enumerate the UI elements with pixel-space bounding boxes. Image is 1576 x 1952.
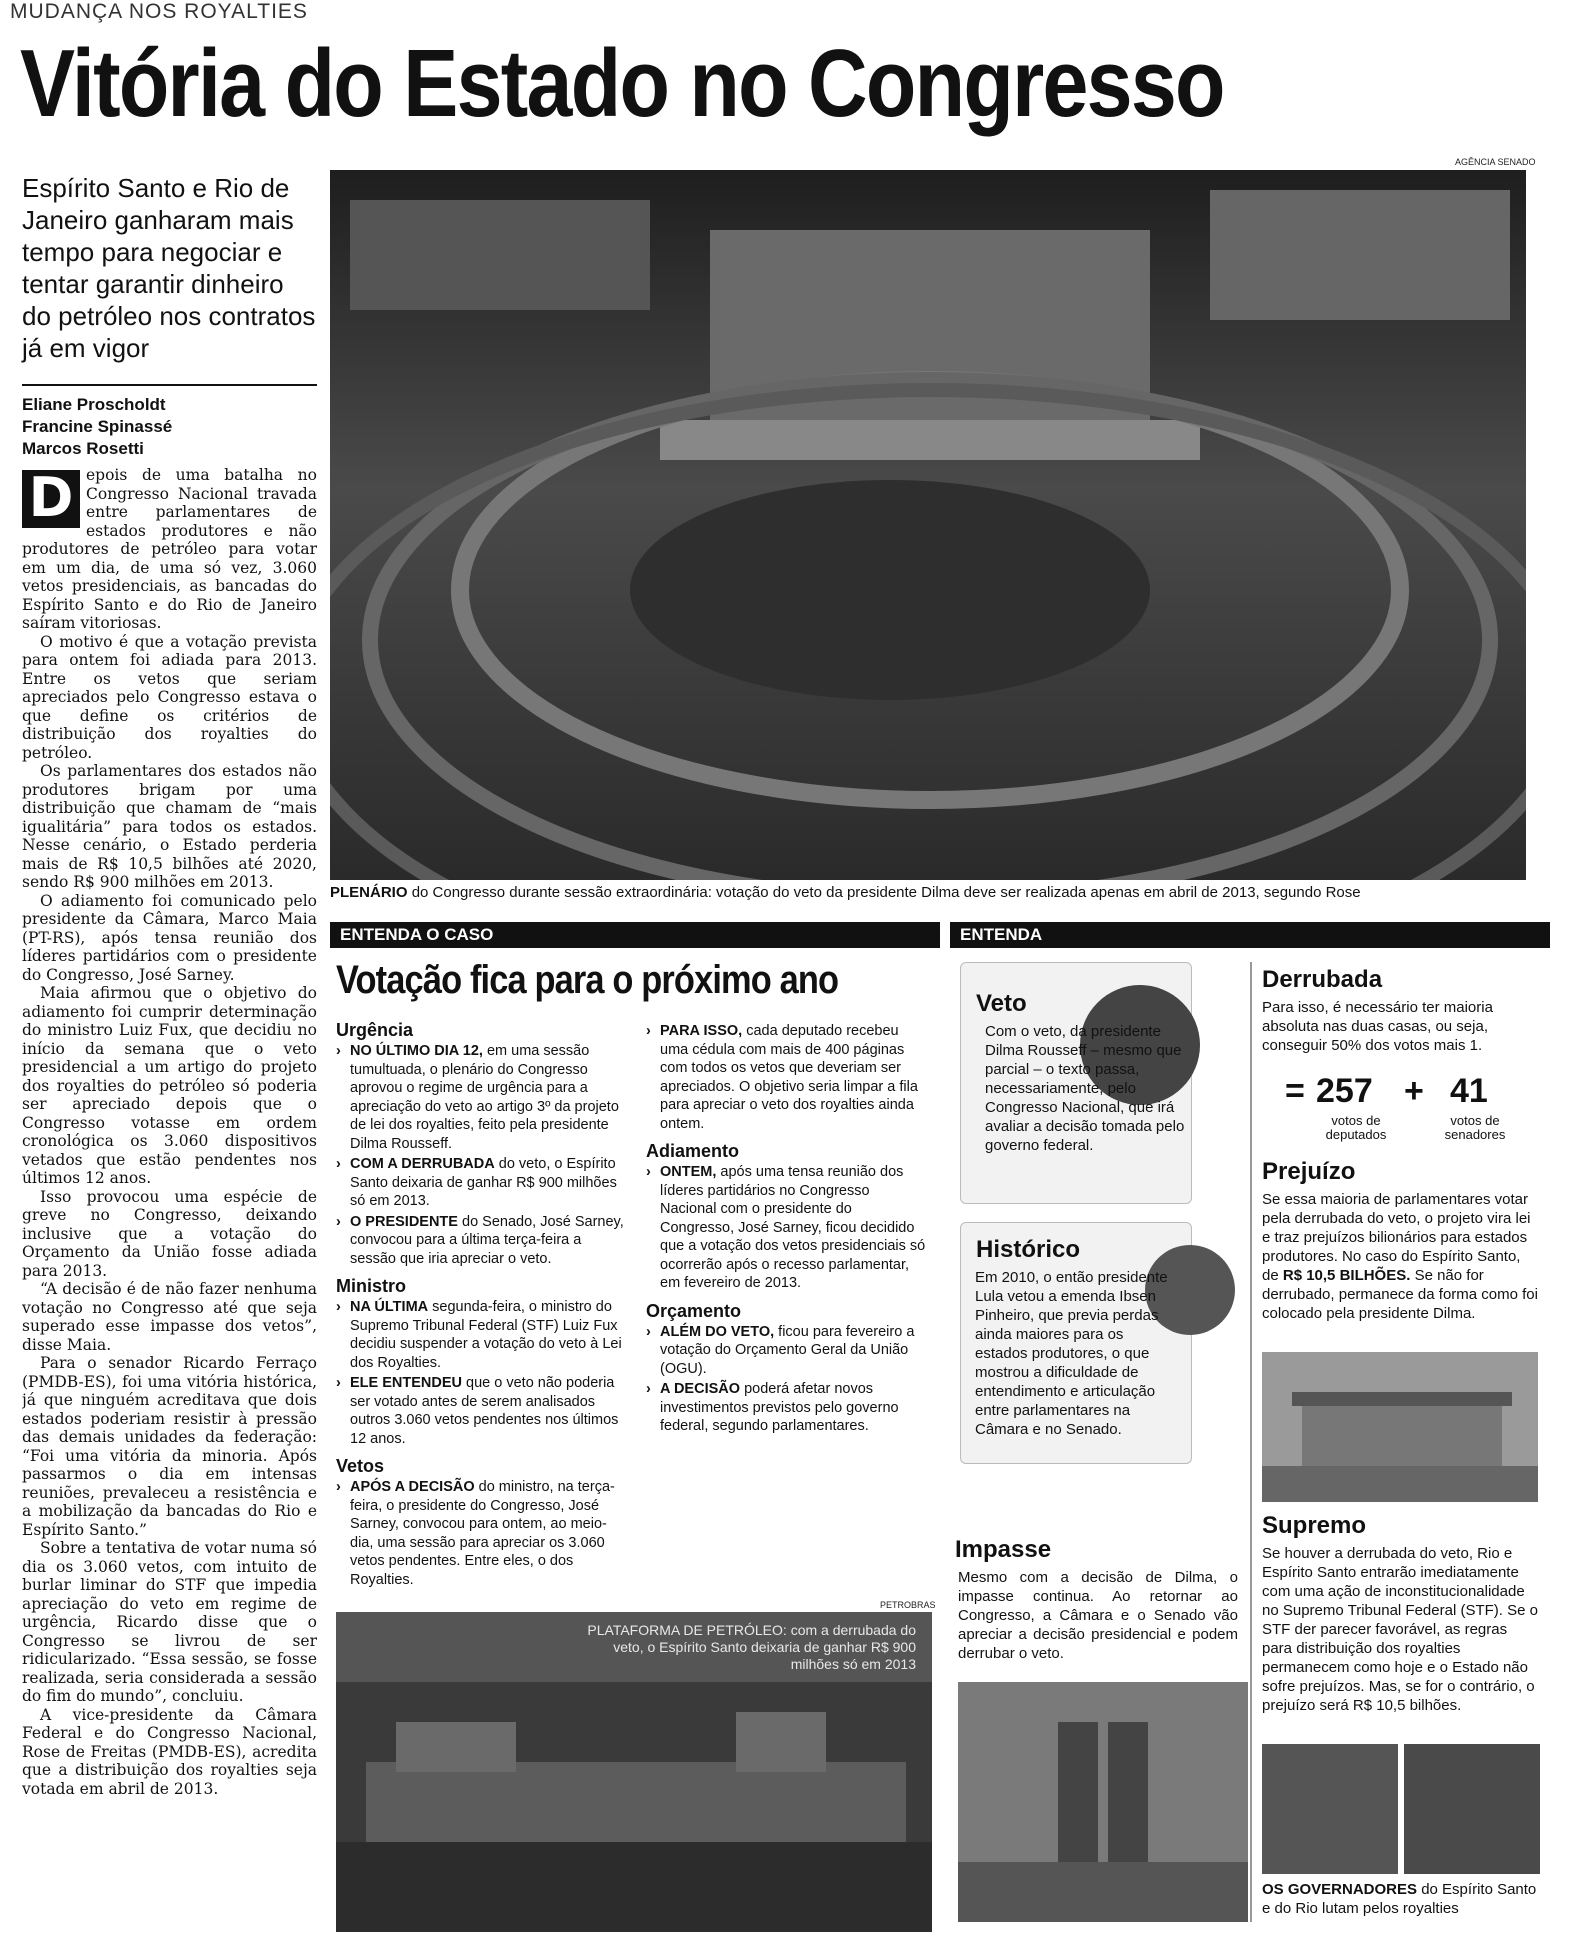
congress-building-image	[958, 1682, 1248, 1922]
list-item: › APÓS A DECISÃO do ministro, na terça-feira, o presidente do Congresso, José Sarney, convocou para ontem, ao meio-dia, uma sessão para apreciar os 3.060 vetos pendentes. Entre eles, o dos Royalties.	[336, 1478, 626, 1589]
prejuizo-amount: R$ 10,5 BILHÕES.	[1282, 1267, 1411, 1284]
story-paragraph: Para o senador Ricardo Ferraço (PMDB-ES), foi uma vitória histórica, já que ninguém acreditava que dois estados poderiam resistir à pressão das demais unidades da federação: “Foi uma vitória da minoria. Após passarmos o dia em intensas reuniões, prevaleceu a resistência e a mobilização da bancadas do Rio e Espírito Santo.”	[22, 1354, 317, 1539]
entenda-label: ENTENDA	[950, 922, 1550, 948]
prejuizo-text: Se essa maioria de parlamentares votar pela derrubada do veto, o projeto vira lei e traz prejuízos bilionários para estados produtores. No caso do Espírito Santo, de R$ 10,5 BILHÕES. Se não for derrubado, permanece da forma como foi colocado pela presidente Dilma.	[1262, 1191, 1538, 1322]
governors-caption: OS GOVERNADORES do Espírito Santo e do Rio lutam pelos royalties	[1262, 1881, 1537, 1917]
author-name: Eliane Proscholdt	[22, 395, 166, 414]
kicker: MUDANÇA NOS ROYALTIES	[10, 0, 308, 23]
governor-portrait	[1404, 1744, 1540, 1874]
plenary-photo	[330, 170, 1526, 880]
story-paragraph: “A decisão é de não fazer nenhuma votação no Congresso até que seja superado esse impasse dos vetos”, disse Maia.	[22, 1280, 317, 1354]
drop-cap: D	[22, 470, 80, 528]
list-item: › A DECISÃO poderá afetar novos investimentos previstos pelo governo federal, segundo parlamentares.	[646, 1380, 928, 1436]
story-paragraph: Os parlamentares dos estados não produtores brigam por uma distribuição que chamam de “mais igualitária” para todos os estados. Nesse cenário, o Estado perderia mais de R$ 10,5 bilhões até 2020, sendo R$ 900 milhões em 2013.	[22, 762, 317, 891]
derrubada-text: Para isso, é necessário ter maioria absoluta nas duas casas, ou seja, conseguir 50% dos votos mais 1.	[1262, 999, 1493, 1054]
photo-credit: PETROBRAS	[880, 1600, 936, 1610]
author-name: Francine Spinassé	[22, 417, 173, 436]
story-paragraph: D epois de uma batalha no Congresso Nacional travada entre parlamentares de estados produtores e não produtores de petróleo para votar em um dia, de uma só vez, 3.060 vetos presidenciais, as bancadas do Espírito Santo e do Rio de Janeiro saíram vitoriosas.	[22, 466, 317, 632]
congress-building-photo	[958, 1682, 1248, 1922]
supremo-text: Se houver a derrubada do veto, Rio e Espírito Santo entrarão imediatamente com uma ação de inconstitucionalidade no Supremo Tribunal Federal (STF). Se o STF der parecer favorável, as regras para distribuição dos royalties permanecem como hoje e o Estado não sofre prejuízos. Mas, se for o contrário, o prejuízo será R$ 10,5 bilhões.	[1262, 1545, 1538, 1714]
photo-credit: AGÊNCIA SENADO	[1455, 157, 1536, 167]
author-name: Marcos Rosetti	[22, 439, 144, 458]
list-item: › COM A DERRUBADA do veto, o Espírito Santo deixaria de ganhar R$ 900 milhões só em 2013.	[336, 1155, 626, 1211]
urgencia-heading: Urgência	[336, 1020, 414, 1040]
equals-sign: =	[1285, 1072, 1305, 1110]
orcamento-heading: Orçamento	[646, 1300, 742, 1321]
list-item: › ONTEM, após uma tensa reunião dos líderes partidários no Congresso Nacional com o presidente do Congresso, José Sarney, ficou decidido que a votação dos vetos presidenciais só ocorrerão após o recesso parlamentar, em fevereiro de 2013.	[646, 1163, 928, 1293]
caso-title: Votação fica para o próximo ano	[336, 958, 839, 1002]
adiamento-heading: Adiamento	[646, 1141, 740, 1161]
list-item: › ELE ENTENDEU que o veto não poderia ser votado antes de serem analisados outros 3.060 vetos pendentes nos últimos 12 anos.	[336, 1374, 626, 1448]
governor-portrait	[1262, 1744, 1398, 1874]
story-paragraph: A vice-presidente da Câmara Federal e do Congresso Nacional, Rose de Freitas (PMDB-ES), acredita que a distribuição dos royalties seja votada em abril de 2013.	[22, 1705, 317, 1798]
column-divider	[1250, 962, 1252, 1922]
historico-title: Histórico	[976, 1236, 1081, 1263]
caso-column-left	[336, 1012, 626, 1591]
impasse-title: Impasse	[955, 1536, 1052, 1563]
veto-text: Com o veto, da presidente Dilma Rousseff – mesmo que parcial – o texto passa, necessariamente, pelo Congresso Nacional, que irá avaliar a decisão tomada pelo governo federal.	[985, 1023, 1185, 1154]
stf-building-photo	[1262, 1352, 1538, 1502]
deputados-number: 257	[1316, 1072, 1373, 1110]
deputados-label: votos de deputados	[1325, 1113, 1387, 1142]
bylines	[22, 394, 172, 460]
story-paragraph: O motivo é que a votação prevista para ontem foi adiada para 2013. Entre os vetos que seriam apreciados pelo Congresso estava o que define os critérios de distribuição dos royalties do petróleo.	[22, 632, 317, 762]
historico-text: Em 2010, o então presidente Lula vetou a emenda Ibsen Pinheiro, que previa perdas ainda maiores para os estados produtores, o que mostrou a dificuldade de entendimento e articulação entre parlamentares na Câmara e no Senado.	[975, 1269, 1168, 1438]
story-paragraph: O adiamento foi comunicado pelo presidente da Câmara, Marco Maia (PT-RS), após tensa reunião dos líderes partidários com o presidente do Congresso, José Sarney.	[22, 891, 317, 984]
entenda-o-caso-label: ENTENDA O CASO	[330, 922, 940, 948]
veto-title: Veto	[976, 990, 1027, 1017]
story-paragraph: Sobre a tentativa de votar numa só dia os 3.060 vetos, com intuito de burlar liminar do STF que impedia apreciação do veto em regime de urgência, Ricardo disse que o Congresso se livrou de ser ridicularizado. “Essa sessão, se fosse realizada, seria considerada a sessão do fim do mundo”, concluiu.	[22, 1539, 317, 1705]
list-item: › ALÉM DO VETO, ficou para fevereiro a votação do Orçamento Geral da União (OGU).	[646, 1323, 928, 1379]
list-item: › PARA ISSO, cada deputado recebeu uma cédula com mais de 400 páginas com todos os vetos que deveriam ser apreciados. O objetivo seria limpar a fila para apreciar o veto dos royalties ainda ontem.	[646, 1022, 928, 1133]
derrubada-title: Derrubada	[1262, 966, 1383, 993]
impasse-text: Mesmo com a decisão de Dilma, o impasse continua. Ao retornar ao Congresso, a Câmara e o Senado vão apreciar a decisão presidencial e podem derrubar o veto.	[958, 1569, 1238, 1662]
senadores-label: votos de senadores	[1444, 1113, 1506, 1142]
stf-building-image	[1262, 1352, 1538, 1502]
prejuizo-title: Prejuízo	[1262, 1158, 1356, 1185]
list-item: › NA ÚLTIMA segunda-feira, o ministro do Supremo Tribunal Federal (STF) Luiz Fux decidiu suspender a votação do veto à Lei dos Royalties.	[336, 1298, 626, 1372]
story-paragraph: Maia afirmou que o objetivo do adiamento foi cumprir determinação do ministro Luiz Fux, que decidiu no início da semana que o veto presidencial a um artigo do projeto dos royalties do petróleo só poderia ser apreciado depois que o Congresso votasse em ordem cronológica os 3.060 dispositivos vetados que estão pendentes nos últimos 12 anos.	[22, 984, 317, 1187]
oil-platform-photo	[336, 1612, 932, 1932]
list-item: › NO ÚLTIMO DIA 12, em uma sessão tumultuada, o plenário do Congresso aprovou o regime de urgência para a apreciação do veto ao artigo 3º da projeto de lei dos royalties, feito pela presidente Dilma Rousseff.	[336, 1042, 626, 1153]
ministro-heading: Ministro	[336, 1276, 406, 1296]
oil-platform-caption: PLATAFORMA DE PETRÓLEO: com a derrubada do veto, o Espírito Santo deixaria de ganhar R$ 900 milhões só em 2013	[587, 1622, 916, 1672]
subhead-divider	[22, 384, 317, 386]
main-story-body	[22, 466, 317, 1946]
supremo-title: Supremo	[1262, 1512, 1367, 1539]
vetos-heading: Vetos	[336, 1456, 385, 1476]
senadores-number: 41	[1450, 1072, 1488, 1110]
photo-caption: PLENÁRIO do Congresso durante sessão extraordinária: votação do veto da presidente Dilma deve ser realizada apenas em abril de 2013, segundo Rose	[330, 884, 1361, 901]
list-item: › O PRESIDENTE do Senado, José Sarney, convocou para a última terça-feira a sessão que iria apreciar o veto.	[336, 1213, 626, 1269]
story-paragraph: Isso provocou uma espécie de greve no Congresso, deixando inclusive que a votação do Orçamento da União fosse adiada para 2013.	[22, 1187, 317, 1280]
plenary-photo-image	[330, 170, 1526, 880]
subhead: Espírito Santo e Rio de Janeiro ganharam mais tempo para negociar e tentar garantir dinheiro do petróleo nos contratos já em vigor	[22, 173, 316, 363]
headline: Vitória do Estado no Congresso	[20, 30, 1224, 137]
caso-column-right	[646, 1012, 928, 1438]
plus-sign: +	[1404, 1072, 1424, 1110]
